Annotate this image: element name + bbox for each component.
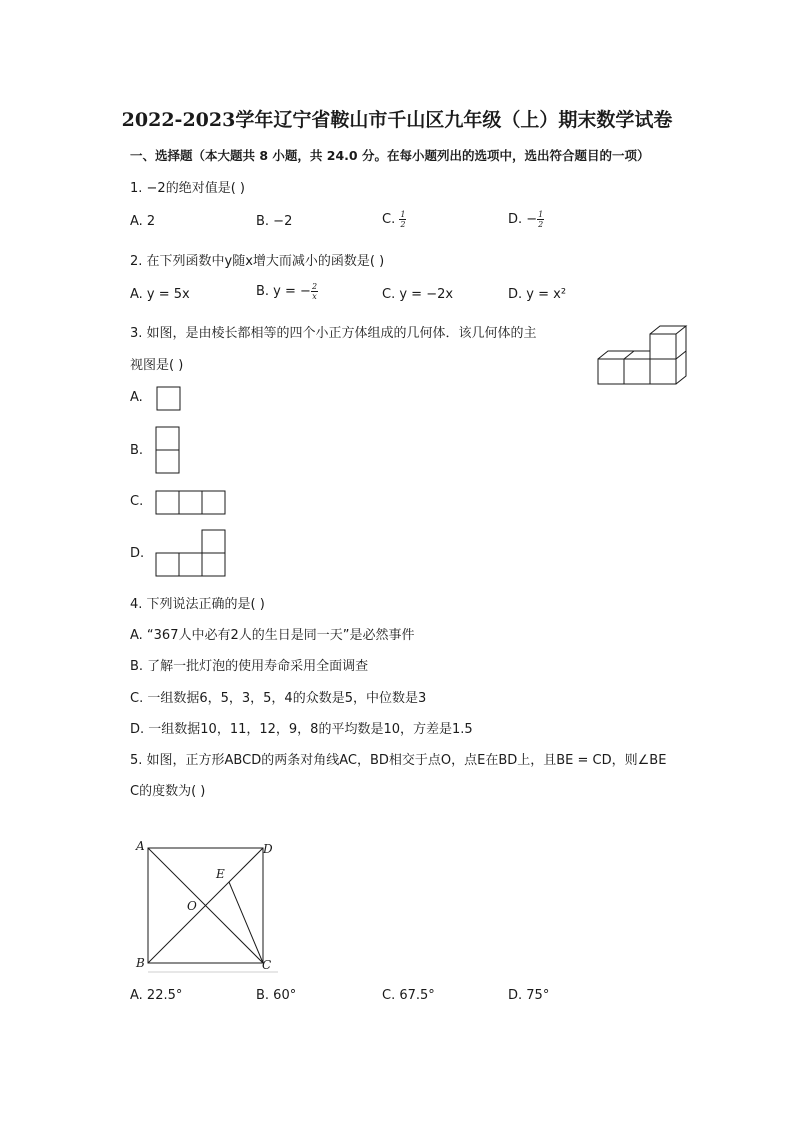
q1-option-b: B. −2 xyxy=(256,214,293,229)
point-label-e: E xyxy=(216,867,225,881)
question-2-stem: 2. 在下列函数中y随x增大而减小的函数是( ) xyxy=(130,254,385,269)
q1-option-c: C. $\frac{1}{2}$ xyxy=(382,210,406,229)
question-3-stem-line1: 3. 如图，是由棱长都相等的四个小正方体组成的几何体．该几何体的主 xyxy=(130,326,537,341)
q1-option-d: D. − $\frac{1}{2}$ xyxy=(508,210,544,229)
q5-option-a: A. 22.5° xyxy=(130,988,183,1003)
q3-option-d-label: D. xyxy=(130,546,145,561)
q5-option-c: C. 67.5° xyxy=(382,988,435,1003)
q2-option-c: C. y = −2x xyxy=(382,287,454,302)
question-1-stem: 1. −2的绝对值是( ) xyxy=(130,181,245,196)
point-label-o: O xyxy=(187,899,197,913)
q3-option-c-figure xyxy=(155,490,227,516)
q3-option-a-label: A. xyxy=(130,390,143,405)
q4-option-c: C. 一组数据6，5，3，5，4的众数是5，中位数是3 xyxy=(130,691,427,706)
q5-square-diagram xyxy=(130,836,280,976)
q4-option-b: B. 了解一批灯泡的使用寿命采用全面调查 xyxy=(130,659,369,674)
vertex-label-a: A xyxy=(136,839,145,853)
q3-option-d-figure xyxy=(155,529,227,579)
q3-option-b-figure xyxy=(155,426,181,476)
vertex-label-c: C xyxy=(262,958,272,972)
q2-option-d: D. y = x² xyxy=(508,287,567,302)
question-3-stem-line2: 视图是( ) xyxy=(130,358,184,373)
q5-option-d: D. 75° xyxy=(508,988,550,1003)
question-4-stem: 4. 下列说法正确的是( ) xyxy=(130,597,265,612)
question-5-stem-line1: 5. 如图，正方形ABCD的两条对角线AC，BD相交于点O，点E在BD上，且BE = CD，则∠BE xyxy=(130,753,667,768)
q2-option-a: A. y = 5x xyxy=(130,287,190,302)
q4-option-d: D. 一组数据10，11，12，9，8的平均数是10，方差是1.5 xyxy=(130,722,473,737)
vertex-label-d: D xyxy=(263,842,273,856)
question-5-stem-line2: C的度数为( ) xyxy=(130,784,206,799)
section-heading: 一、选择题（本大题共 8 小题，共 24.0 分。在每小题列出的选项中，选出符合题目的一项） xyxy=(130,148,650,163)
page-title: 2022-2023学年辽宁省鞍山市千山区九年级（上）期末数学试卷 xyxy=(121,109,673,131)
q3-option-c-label: C. xyxy=(130,494,144,509)
q3-option-b-label: B. xyxy=(130,443,144,458)
q3-solid-figure xyxy=(595,324,691,386)
q1-option-a: A. 2 xyxy=(130,214,156,229)
vertex-label-b: B xyxy=(136,956,145,970)
q3-option-a-figure xyxy=(156,386,182,412)
q2-option-b: B. y = − $\frac{2}{x}$ xyxy=(256,282,318,301)
q4-option-a: A. “367人中必有2人的生日是同一天”是必然事件 xyxy=(130,628,415,643)
q5-option-b: B. 60° xyxy=(256,988,297,1003)
